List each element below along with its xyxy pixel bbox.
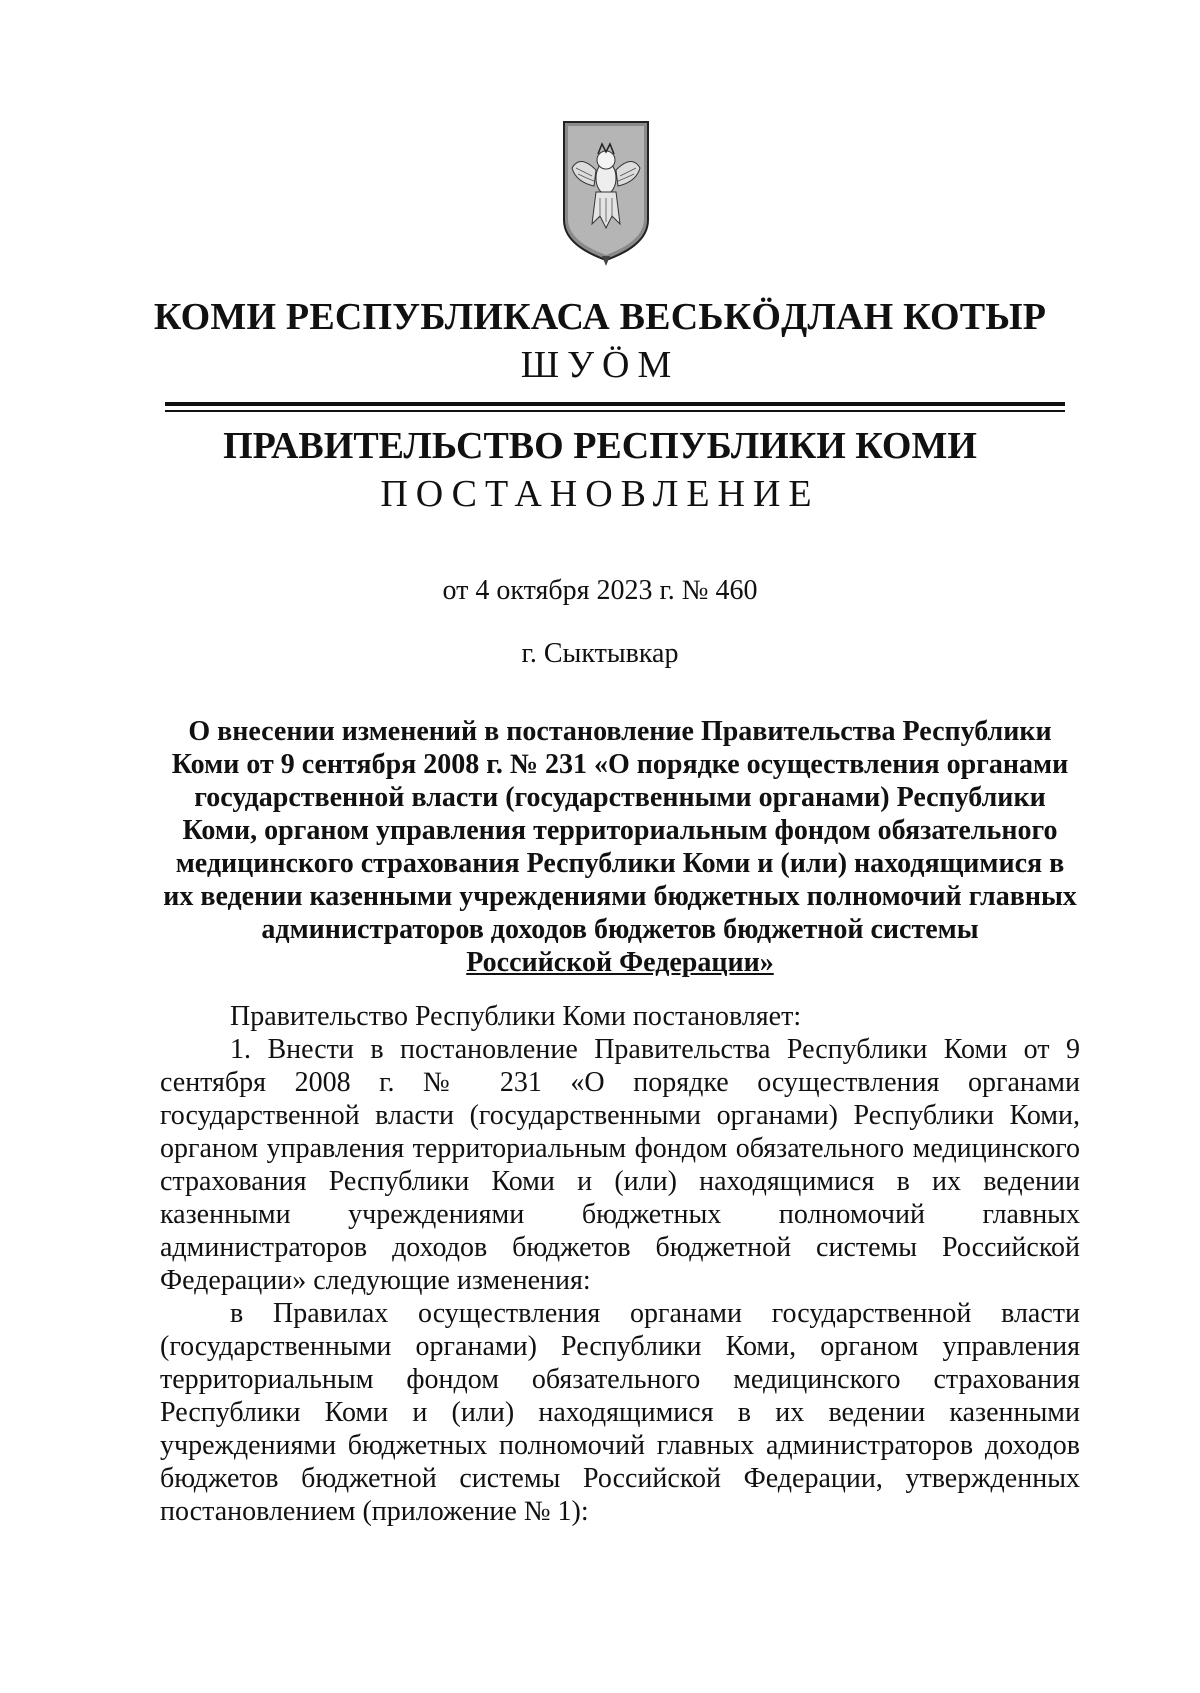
document-city: г. Сыктывкар (521, 638, 679, 669)
ru-title: ПРАВИТЕЛЬСТВО РЕСПУБЛИКИ КОМИ (223, 425, 977, 467)
komi-subtitle: ШУÖМ (520, 344, 680, 386)
document-title-main: О внесении изменений в постановление Правительства Республики Коми от 9 сентября 2008 г. № 231 «О порядке осуществления органами государственной власти (государственными органами) Республики Коми, органом управления территориальным фондом обязательного медицинского страхования Республики Коми и (или) находящимися в их ведении казенными учреждениями бюджетных полномочий главных администраторов доходов бюджетов бюджетной системы (163, 716, 1077, 945)
header-divider-thin (165, 410, 1065, 412)
coat-of-arms-emblem (562, 120, 650, 268)
body-paragraph: в Правилах осуществления органами государственной власти (государственными органами) Республики Коми, органом управления территориальным фондом обязательного медицинского страхования Республики Коми и (или) находящимися в их ведении казенными учреждениями бюджетных полномочий главных администраторов доходов бюджетов бюджетной системы Российской Федерации, утвержденных постановлением (приложение № 1): (160, 1298, 1080, 1527)
document-title-end: Российской Федерации» (466, 947, 774, 978)
body-paragraph: 1. Внести в постановление Правительства Республики Коми от 9 сентября 2008 г. № 231 «О порядке осуществления органами государственной власти (государственными органами) Республики Коми, органом управления территориальным фондом обязательного медицинского страхования Республики Коми и (или) находящимися в их ведении казенными учреждениями бюджетных полномочий главных администраторов доходов бюджетов бюджетной системы Российской Федерации» следующие изменения: (160, 1034, 1080, 1296)
ru-subtitle: ПОСТАНОВЛЕНИЕ (380, 473, 820, 515)
document-date: от 4 октября 2023 г. № 460 (442, 575, 758, 606)
header-divider-thick (165, 402, 1065, 406)
komi-title: КОМИ РЕСПУБЛИКАСА ВЕСЬКÖДЛАН КОТЫР (153, 296, 1047, 338)
document-title (160, 715, 1080, 979)
body-paragraph: Правительство Республики Коми постановляет: (230, 1001, 802, 1032)
document-body (160, 1000, 1080, 1528)
